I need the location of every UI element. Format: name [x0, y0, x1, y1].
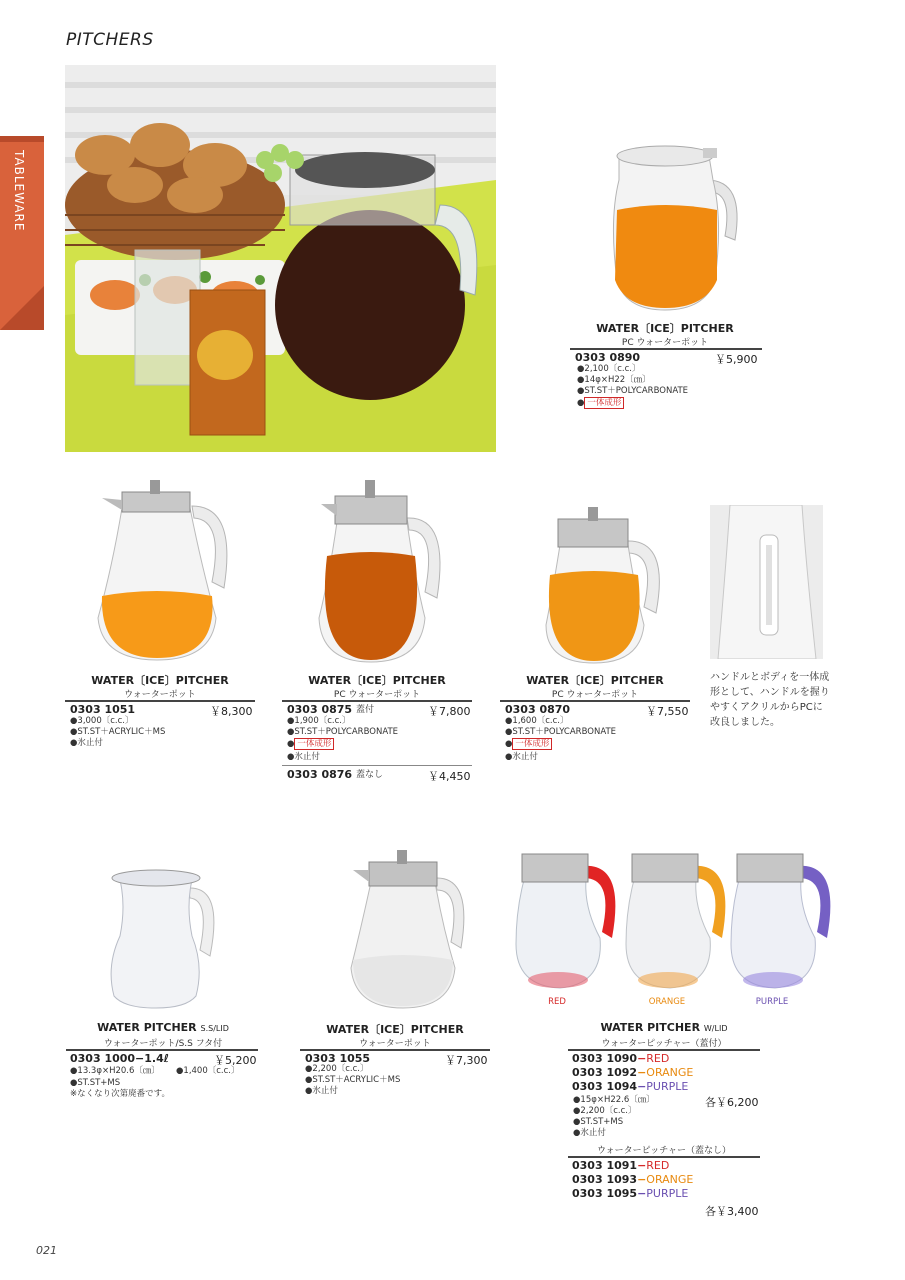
spec-capacity: ●1,400〔c.c.〕: [176, 1066, 240, 1076]
page-title: PITCHERS: [66, 30, 154, 50]
code-separator: −: [637, 1159, 647, 1172]
product-price: ￥5,200: [214, 1054, 257, 1067]
product-code-purple: [572, 1187, 688, 1200]
product-price: ￥8,300: [210, 705, 253, 718]
spec-badge: ● 一体成形: [287, 739, 334, 750]
spec-capacity: ●1,600〔c.c.〕: [505, 716, 569, 726]
spec-ice-guard: ●氷止付: [573, 1128, 606, 1138]
color-label-purple: PURPLE: [755, 997, 789, 1007]
divider: [282, 700, 472, 702]
product-name: [568, 1021, 760, 1034]
product-code-orange: [572, 1173, 693, 1186]
product-price: 各￥3,400: [705, 1205, 759, 1218]
pitcher-1055-image: [345, 848, 470, 1010]
pitcher-0890-image: [605, 140, 745, 312]
code-color: PURPLE: [646, 1187, 689, 1200]
feature-note: ハンドルとボディを一体成形として、ハンドルを握りやすくアクリルからPCに改良しました。: [710, 672, 830, 728]
product-code: 0303 0875: [287, 703, 353, 716]
pitcher-1000-image: [100, 866, 220, 1011]
product-name: WATER〔ICE〕PITCHER: [526, 674, 664, 687]
spec-capacity: ●2,200〔c.c.〕: [573, 1106, 637, 1116]
pitcher-purple-image: [725, 848, 837, 993]
handle-detail-image: [710, 505, 823, 659]
spec-material: ●ST.ST＋ACRYLIC＋MS: [305, 1075, 401, 1085]
spec-badge: ● 一体成形: [505, 739, 552, 750]
spec-ice-guard: ●氷止付: [505, 752, 538, 762]
product-name: WATER〔ICE〕PITCHER: [91, 674, 229, 687]
spec-ice-guard: ●氷止付: [70, 738, 103, 748]
product-name-main: WATER PITCHER: [97, 1021, 197, 1034]
code-color: PURPLE: [646, 1080, 689, 1093]
product-code: 0303 0876: [287, 768, 353, 781]
side-tab-label: TABLEWARE: [12, 150, 26, 232]
spec-ice-guard: ●氷止付: [287, 752, 320, 762]
product-price: ￥7,550: [646, 705, 689, 718]
product-name-suffix: W/LID: [703, 1024, 728, 1033]
spec-material: ●ST.ST＋ACRYLIC＋MS: [70, 727, 166, 737]
product-code-red: [572, 1159, 669, 1172]
divider: [282, 765, 472, 766]
divider: [66, 1049, 258, 1051]
pitcher-red-image: [510, 848, 622, 993]
divider: [568, 1156, 760, 1158]
code-color: ORANGE: [646, 1173, 694, 1186]
product-price: ￥4,450: [428, 770, 471, 783]
product-code-red: [572, 1052, 669, 1065]
product-price: ￥7,800: [428, 705, 471, 718]
divider: [570, 348, 762, 350]
product-subtitle: PC ウォーターポット: [333, 690, 421, 700]
divider: [568, 1049, 760, 1051]
spec-material: ●ST.ST＋POLYCARBONATE: [577, 386, 689, 396]
spec-dimensions: ●15φ×H22.6〔㎝〕: [573, 1095, 655, 1105]
product-code: 0303 0890: [575, 351, 641, 364]
product-subtitle-nolid: ウォーターピッチャー（蓋なし）: [596, 1146, 731, 1156]
spec-capacity: ●2,200〔c.c.〕: [305, 1064, 369, 1074]
spec-capacity: ●1,900〔c.c.〕: [287, 716, 351, 726]
side-tab-triangle: [0, 286, 44, 330]
side-tab-stripe: [0, 136, 44, 142]
product-price: 各￥6,200: [705, 1096, 759, 1109]
product-subtitle: ウォーターポット: [124, 690, 196, 700]
product-subtitle: ウォーターポット/S.S フタ付: [103, 1039, 223, 1049]
code-number: 0303 1095: [572, 1187, 638, 1200]
divider: [300, 1049, 490, 1051]
lid-option: 蓋付: [356, 705, 375, 715]
code-separator: −: [637, 1066, 647, 1079]
spec-material: ●ST.ST＋POLYCARBONATE: [505, 727, 617, 737]
product-code: 0303 1051: [70, 703, 136, 716]
code-separator: −: [637, 1052, 647, 1065]
side-tab: [0, 136, 44, 330]
code-separator: −: [637, 1080, 647, 1093]
one-piece-badge: 一体成形: [512, 738, 552, 750]
spec-ice-guard: ●氷止付: [305, 1086, 338, 1096]
spec-badge: ● 一体成形: [577, 398, 624, 409]
lid-option: 蓋なし: [356, 770, 384, 780]
one-piece-badge: 一体成形: [584, 397, 624, 409]
divider: [65, 700, 255, 702]
product-name: WATER〔ICE〕PITCHER: [308, 674, 446, 687]
spec-capacity: ●3,000〔c.c.〕: [70, 716, 134, 726]
code-number: 0303 1091: [572, 1159, 638, 1172]
code-number: 0303 1090: [572, 1052, 638, 1065]
code-separator: −: [637, 1173, 647, 1186]
spec-material: ●ST.ST+MS: [70, 1078, 121, 1088]
product-name: WATER〔ICE〕PITCHER: [596, 322, 734, 335]
spec-material: ●ST.ST+MS: [573, 1117, 624, 1127]
pitcher-0875-image: [315, 478, 445, 664]
product-name-main: WATER PITCHER: [600, 1021, 701, 1034]
product-code-purple: [572, 1080, 688, 1093]
pitcher-orange-image: [620, 848, 732, 993]
one-piece-badge: 一体成形: [294, 738, 334, 750]
product-name: [68, 1021, 258, 1034]
product-code: 0303 1055: [305, 1052, 371, 1065]
spec-dimensions: ●14φ×H22〔㎝〕: [577, 375, 651, 385]
code-color: ORANGE: [646, 1066, 694, 1079]
product-price: ￥5,900: [715, 353, 758, 366]
product-code: 0303 1000−1.4ℓ: [70, 1052, 169, 1065]
product-subtitle: PC ウォーターポット: [551, 690, 639, 700]
product-subtitle: ウォーターピッチャー（蓋付）: [601, 1039, 727, 1049]
spec-capacity: ●2,100〔c.c.〕: [577, 364, 641, 374]
page-number: 021: [36, 1244, 57, 1257]
spec-material: ●ST.ST＋POLYCARBONATE: [287, 727, 399, 737]
product-subtitle: ウォーターポット: [359, 1039, 431, 1049]
product-subtitle: PC ウォーターポット: [621, 338, 709, 348]
color-label-red: RED: [548, 997, 566, 1007]
product-name: WATER〔ICE〕PITCHER: [326, 1023, 464, 1036]
color-label-orange: ORANGE: [648, 997, 686, 1007]
discontinued-note: ※なくなり次第廃番です。: [70, 1089, 170, 1099]
product-code-orange: [572, 1066, 693, 1079]
lifestyle-photo: [65, 65, 496, 452]
code-number: 0303 1094: [572, 1080, 638, 1093]
spec-dimensions: ●13.3φ×H20.6〔㎝〕: [70, 1066, 160, 1076]
product-code: 0303 0870: [505, 703, 571, 716]
pitcher-0870-image: [540, 505, 670, 665]
code-number: 0303 1093: [572, 1173, 638, 1186]
pitcher-1051-image: [92, 478, 232, 664]
divider: [500, 700, 690, 702]
code-color: RED: [646, 1052, 670, 1065]
code-color: RED: [646, 1159, 670, 1172]
code-separator: −: [637, 1187, 647, 1200]
product-name-suffix: S.S/LID: [200, 1024, 229, 1033]
product-price: ￥7,300: [445, 1054, 488, 1067]
code-number: 0303 1092: [572, 1066, 638, 1079]
